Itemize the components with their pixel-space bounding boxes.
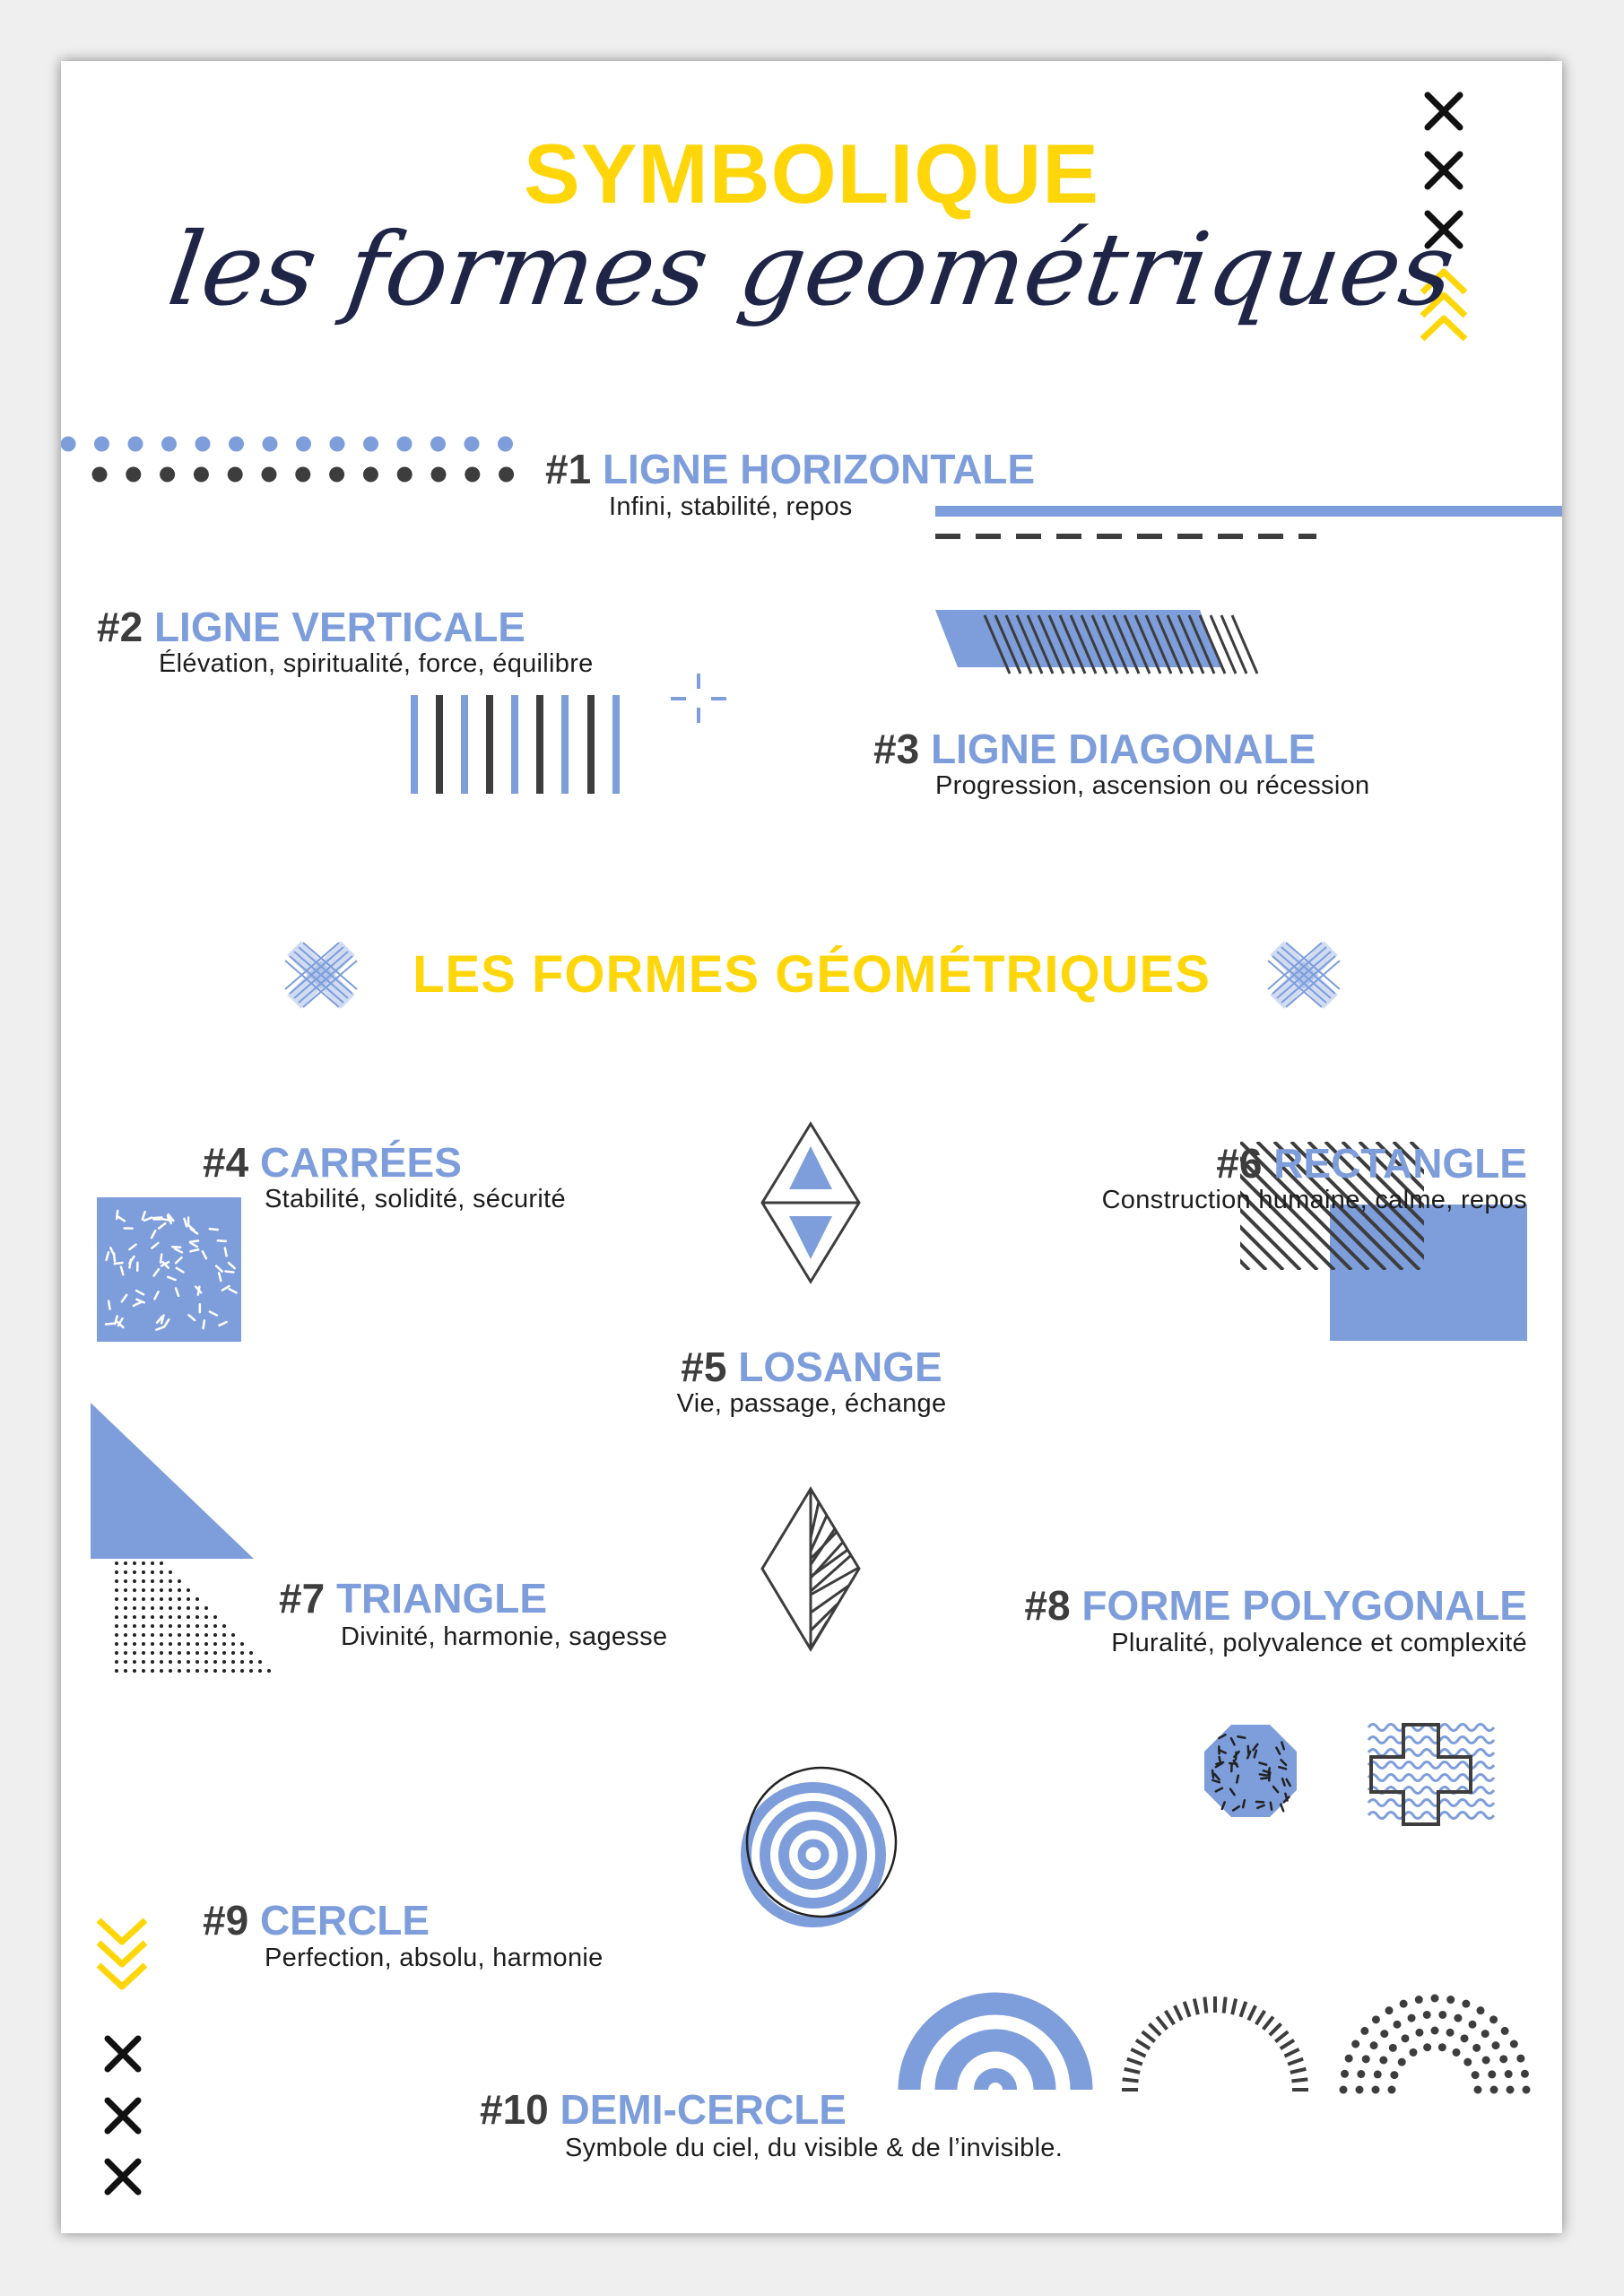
heading-ligne-verticale: #2 LIGNE VERTICALE: [97, 604, 525, 650]
desc-losange: Vie, passage, échange: [676, 1389, 947, 1418]
losange-shape-bottom: [762, 1489, 859, 1649]
heading-ligne-horizontale: #1 LIGNE HORIZONTALE: [545, 446, 1036, 492]
x-marks-bottom-icon: [108, 2039, 138, 2192]
poster-subtitle: les formes geométriques: [161, 212, 1462, 328]
chevrons-down-icon: [99, 1920, 145, 1987]
heading-forme-polygonale: #8 FORME POLYGONALE: [1024, 1582, 1527, 1629]
dots-row-blue: [61, 437, 513, 452]
plus-dashed-icon: [671, 674, 726, 723]
heading-cercle: #9 CERCLE: [203, 1897, 430, 1944]
desc-rectangle: Construction humaine, calme, repos: [1101, 1186, 1527, 1214]
heading-ligne-diagonale: #3 LIGNE DIAGONALE: [873, 726, 1316, 772]
section-title: LES FORMES GÉOMÉTRIQUES: [413, 945, 1211, 1004]
half-circle-ticks: [1122, 1996, 1308, 2090]
heading-losange: #5 LOSANGE: [681, 1344, 942, 1390]
desc-ligne-horizontale: Infini, stabilité, repos: [609, 492, 853, 521]
desc-carrees: Stabilité, solidité, sécurité: [265, 1185, 566, 1213]
desc-ligne-diagonale: Progression, ascension ou récession: [935, 771, 1370, 800]
cross-shape: [1368, 1725, 1494, 1825]
heading-carrees: #4 CARRÉES: [203, 1139, 462, 1186]
octagon-shape: [1204, 1725, 1297, 1817]
vertical-lines: [411, 695, 620, 794]
half-circle-dots: [1340, 1995, 1531, 2094]
heading-demi-cercle: #10 DEMI-CERCLE: [480, 2086, 847, 2133]
heading-triangle: #7 TRIANGLE: [279, 1575, 548, 1622]
desc-forme-polygonale: Pluralité, polyvalence et complexité: [1111, 1629, 1527, 1657]
triangle-shape: [91, 1403, 271, 1673]
desc-demi-cercle: Symbole du ciel, du visible & de l’invisible.: [565, 2134, 1064, 2162]
circle-shape: [746, 1768, 896, 1922]
desc-ligne-verticale: Élévation, spiritualité, force, équilibre: [159, 649, 594, 678]
desc-cercle: Perfection, absolu, harmonie: [265, 1944, 604, 1972]
poster: [61, 61, 1562, 2233]
poster-title: SYMBOLIQUE: [524, 126, 1099, 221]
heading-rectangle: #6 RECTANGLE: [1216, 1140, 1527, 1187]
half-circle-blue: [909, 2004, 1081, 2090]
desc-triangle: Divinité, harmonie, sagesse: [341, 1622, 668, 1651]
losange-shape-top: [762, 1124, 859, 1282]
dots-row-dark: [92, 467, 515, 483]
horizontal-bar: [935, 506, 1562, 517]
